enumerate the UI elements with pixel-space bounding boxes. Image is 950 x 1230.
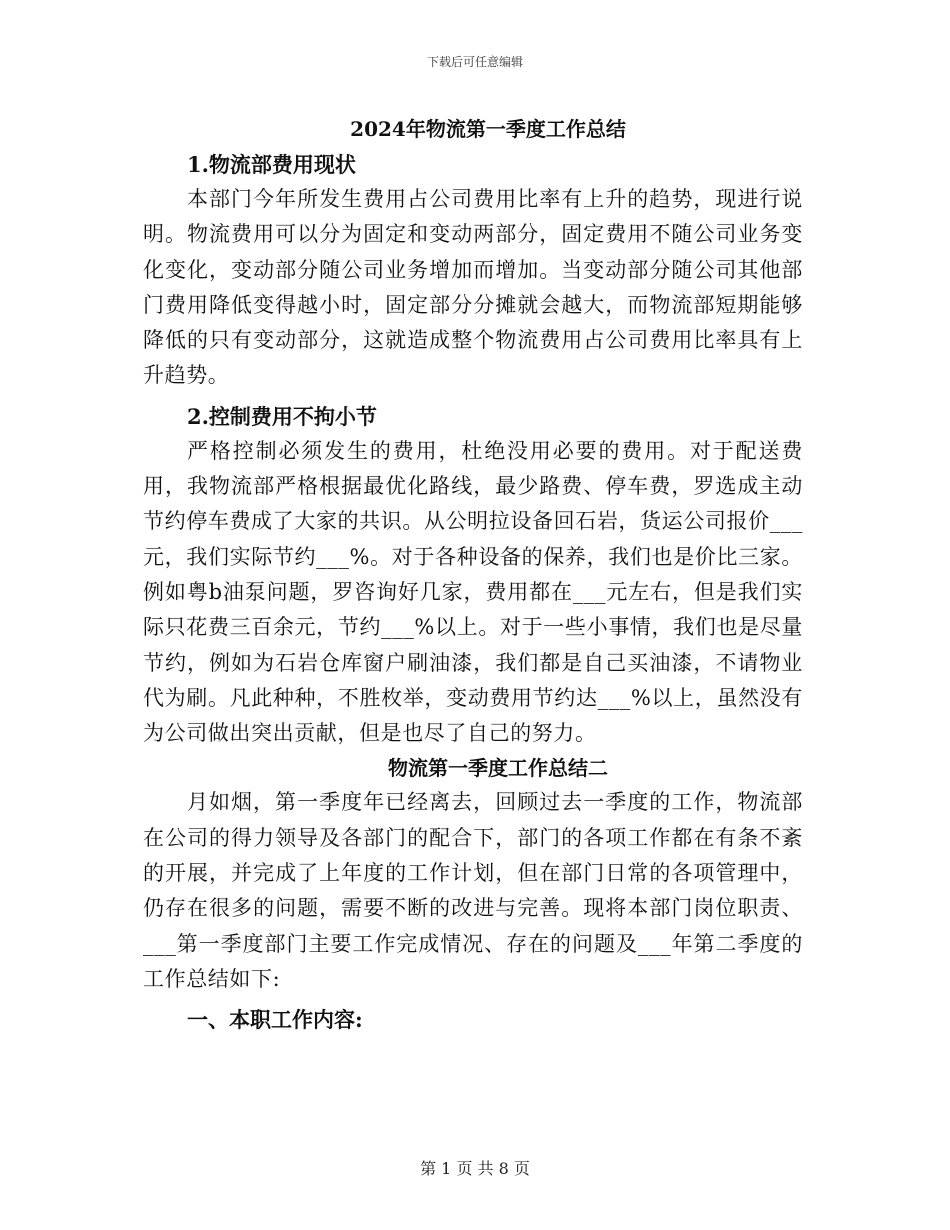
section-heading-2: 2.控制费用不拘小节 (187, 403, 377, 429)
paragraph-2: 严格控制必须发生的费用，杜绝没用必要的费用。对于配送费用，我物流部严格根据最优化路线，最少路费、停车费，罗选成主动节约停车费成了大家的共识。从公明拉设备回石岩，货运公司报价___元，我们实际节约___%。对于各种设备的保养，我们也是价比三家。例如粤b油泵问题，罗咨询好几家，费用都在___元左右，但是我们实际只花费三百余元，节约___%以上。对于一些小事情，我们也是尽量节约，例如为石岩仓库窗户刷油漆，我们都是自己买油漆，不请物业代为刷。凡此种种，不胜枚举，变动费用节约达___%以上，虽然没有为公司做出突出贡献，但是也尽了自己的努力。 (143, 438, 803, 746)
page-header: 下载后可任意编辑 (426, 55, 523, 69)
document-title: 2024年物流第一季度工作总结 (350, 117, 626, 141)
section-heading-1: 1.物流部费用现状 (187, 152, 356, 177)
section-heading-3: 一、本职工作内容: (187, 1007, 363, 1033)
paragraph-3: 月如烟，第一季度年已经离去，回顾过去一季度的工作，物流部在公司的得力领导及各部门的配合下，部门的各项工作都在有条不紊的开展，并完成了上年度的工作计划，但在部门日常的各项管理中，仍存在很多的问题，需要不断的改进与完善。现将本部门岗位职责、___第一季度部门主要工作完成情况、存在的问题及___年第二季度的工作总结如下: (143, 790, 803, 991)
page-footer: 第 1 页 共 8 页 (420, 1159, 530, 1178)
paragraph-1: 本部门今年所发生费用占公司费用比率有上升的趋势，现进行说明。物流费用可以分为固定和变动两部分，固定费用不随公司业务变化变化，变动部分随公司业务增加而增加。当变动部分随公司其他部门费用降低变得越小时，固定部分分摊就会越大，而物流部短期能够降低的只有变动部分，这就造成整个物流费用占公司费用比率具有上升趋势。 (143, 187, 803, 388)
document-subtitle: 物流第一季度工作总结二 (388, 756, 608, 781)
document-body (143, 112, 803, 1037)
